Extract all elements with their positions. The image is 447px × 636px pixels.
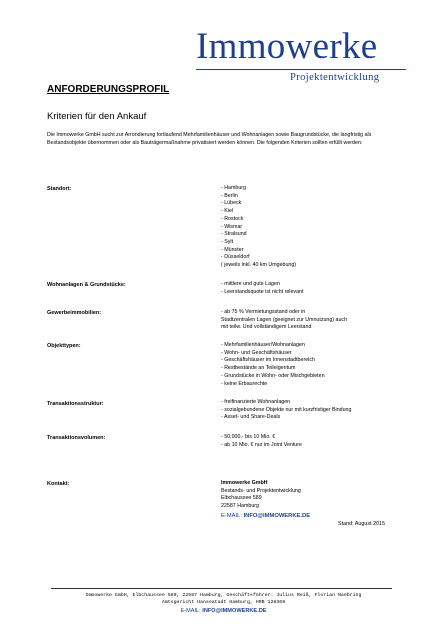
intro-paragraph: Die Immowerke GmbH sucht zur Arrondierung fortlaufend Mehrfamilienhäuser und Wohnanlagen sowie Baugrundstücke, die langfristig als Bestandsobjekte übernommen oder als Bauträgermaßnahme privatisiert werden können. Die folgenden Kriterien sollten erfüllt werden: xyxy=(47,132,372,146)
footer-registry: Amtsgericht Hanseatadt Hamburg, HRB 128369 xyxy=(161,600,286,605)
list-item: - Münster xyxy=(221,246,244,253)
list-item: - ab 75 % Vermietungsstand oder in xyxy=(221,309,306,315)
section-label-standort: Standort: xyxy=(47,186,72,192)
section-label-objekttypen: Objekttypen: xyxy=(47,343,81,349)
section-values-objekttypen xyxy=(221,342,325,388)
section-label-transaktionsvolumen: Transaktionsvolumen: xyxy=(47,435,106,441)
list-item: - 50.000,- bis 10 Mio. € xyxy=(221,434,276,440)
logo-rule xyxy=(196,69,406,70)
contact-line: Elbchaussee 589 xyxy=(221,495,262,502)
list-item: - sozialgebundene Objekte nur mit kurzfristiger Bindung xyxy=(221,406,352,413)
section-values-gewerbeimmobilien xyxy=(221,309,347,332)
document-date: Stand: August 2015 xyxy=(338,521,386,527)
list-item: - Grundstücke in Wohn- oder Mischgebieten xyxy=(221,372,325,379)
email-prefix: E-MAIL: xyxy=(221,513,244,519)
contact-line: Bestands- und Projektentwicklung xyxy=(221,487,301,494)
list-item: - Rostock xyxy=(221,215,244,222)
document-heading: ANFORDERUNGSPROFIL xyxy=(47,84,170,95)
list-item: - keine Erbaurechte xyxy=(221,380,268,387)
list-item: - Düsseldorf xyxy=(221,254,250,261)
list-item: - Kiel xyxy=(221,208,234,215)
email-link[interactable]: INFO@IMMOWERKE.DE xyxy=(243,513,311,519)
list-item: - Asset- und Share-Deals xyxy=(221,414,281,421)
list-item: Stadtzentralen Lagen (geeignet zur Umnutzung) auch xyxy=(221,316,348,323)
section-label-transaktionsstruktur: Transaktionsstruktur: xyxy=(47,401,104,407)
list-item: - Hamburg xyxy=(221,185,247,191)
contact-company: Immowerke GmbH xyxy=(221,480,268,486)
list-item: - Wismar xyxy=(221,223,243,230)
contact-label: Kontakt: xyxy=(47,481,70,487)
footer-company-info: Immowerke GmbH, Elbchaussee 589, 22587 Hamburg, Geschäftsführer: Julius Reiß, Florian Naebring xyxy=(85,593,362,598)
list-item: ( jeweils inkl. 40 km Umgebung) xyxy=(221,262,297,269)
list-item: - Restbestände an Teileigentum xyxy=(221,365,296,372)
company-logo xyxy=(196,26,426,83)
section-values-transaktionsvolumen xyxy=(221,434,302,449)
list-item: - Sylt xyxy=(221,238,234,245)
section-label-wohnanlagen: Wohnanlagen & Grundstücke: xyxy=(47,282,126,288)
list-item: mit teilw. Und vollständigem Leerstand xyxy=(221,324,312,331)
logo-wordmark: Immowerke xyxy=(196,26,378,67)
list-item: - freifinanzierte Wohnanlagen xyxy=(221,399,291,405)
section-values-wohnanlagen xyxy=(221,281,303,296)
list-item: - Leerstandsquote ist nicht relevant xyxy=(221,288,304,295)
list-item: - Lübeck xyxy=(221,200,242,207)
footer-email-link[interactable]: INFO@IMMOWERKE.DE xyxy=(202,608,267,614)
section-values-transaktionsstruktur xyxy=(221,399,351,422)
list-item: - Mehrfamilienhäuser/Wohnanlagen xyxy=(221,342,305,348)
footer-email xyxy=(0,608,447,614)
section-label-gewerbeimmobilien: Gewerbeimmobilien: xyxy=(47,310,102,316)
section-values-standort xyxy=(221,185,296,270)
list-item: - Stralsund xyxy=(221,231,247,238)
footer-divider xyxy=(51,588,392,589)
contact-block xyxy=(221,480,301,511)
document-subheading: Kriterien für den Ankauf xyxy=(47,111,147,122)
list-item: - Berlin xyxy=(221,192,238,199)
list-item: - Wohn- und Geschäftshäuser xyxy=(221,349,292,356)
contact-email xyxy=(221,513,310,519)
list-item: - ab 10 Mio. € nur im Joint Venture xyxy=(221,441,302,448)
logo-tagline: Projektentwicklung xyxy=(290,72,380,83)
contact-line: 22587 Hamburg xyxy=(221,503,259,510)
footer-email-prefix: E-MAIL: xyxy=(180,608,203,614)
list-item: - mittlere und gute Lagen xyxy=(221,281,280,287)
list-item: - Geschäftshäuser im Innenstadtbereich xyxy=(221,357,315,364)
